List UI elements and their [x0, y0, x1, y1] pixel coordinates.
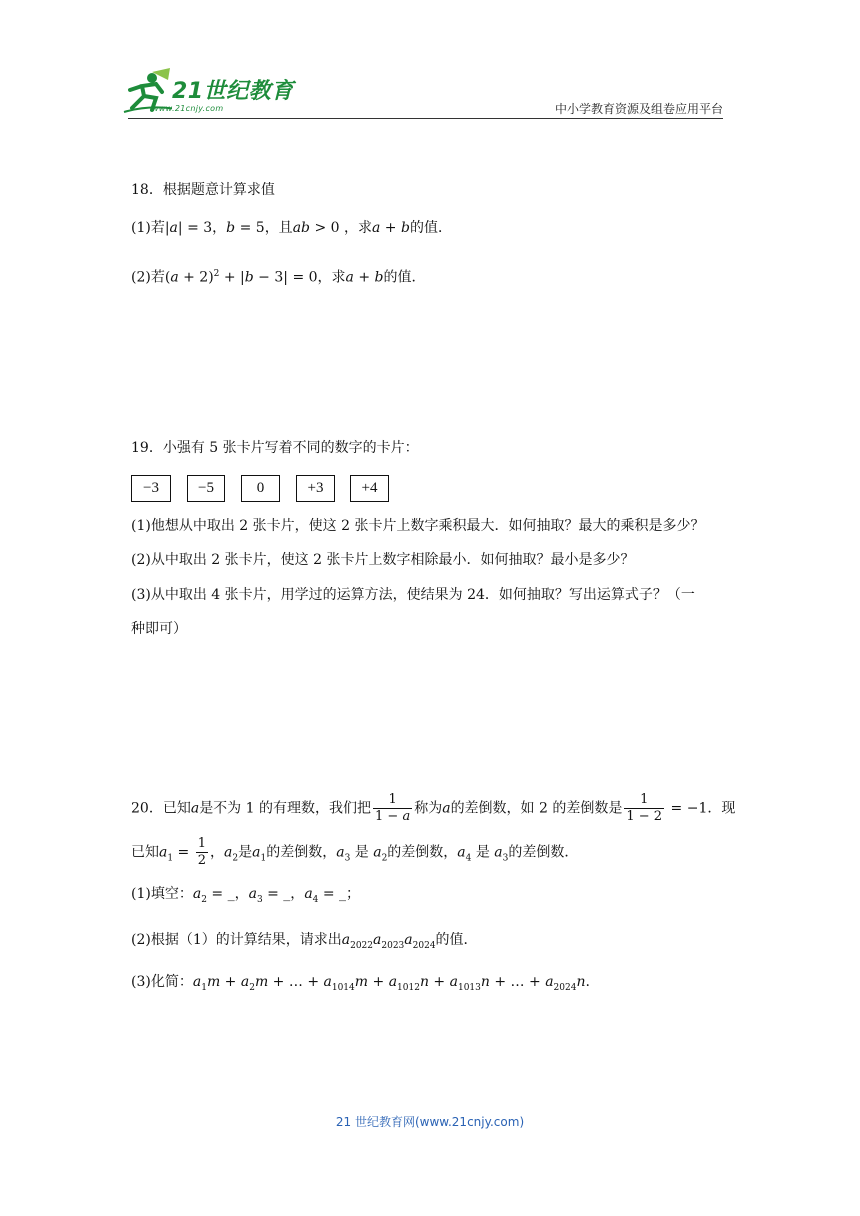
q18-part2: (2)若$(a + 2)^2 + |b - 3| = 0$，求a + b的值．	[131, 269, 426, 286]
q20-part3: (3)化简：$a_1m + a_2m$ + … + $a_{1014}m + a_{1012}n + a_{1013}n$ + … + $a_{2024}n$.	[131, 974, 590, 993]
q19-part3: (3)从中取出 4 张卡片，用学过的运算方法，使结果为 24．如何抽取？写出运算式子？（一	[131, 587, 695, 603]
q19-part2: (2)从中取出 2 张卡片，使这 2 张卡片上数字相除最小．如何抽取？最小是多少？	[131, 552, 635, 568]
q20-line1: 20．已知a是不为 1 的有理数，我们把 $\frac{1}{1 - a}$ 称为a的差倒数，如 2 的差倒数是 $\frac{1}{1 - 2}$ = −1．现	[131, 792, 736, 824]
site-logo	[122, 68, 302, 118]
q20-part2: (2)根据（1）的计算结果，请求出$a_{2022}a_{2023}a_{2024}$的值．	[131, 932, 478, 951]
number-card: −5	[187, 475, 225, 502]
number-card: 0	[241, 475, 280, 502]
q18-title: 18．根据题意计算求值	[131, 182, 275, 198]
q19-title: 19．小强有 5 张卡片写着不同的数字的卡片：	[131, 440, 419, 456]
q18-part1: (1)若|a| = 3，b = 5，且ab > 0 ，求a + b的值．	[131, 220, 452, 236]
number-card: +4	[350, 475, 389, 502]
q19-part1: (1)他想从中取出 2 张卡片，使这 2 张卡片上数字乘积最大．如何抽取？最大的乘积是多少？	[131, 518, 705, 534]
number-card: −3	[131, 475, 171, 502]
header-divider	[128, 118, 723, 119]
q20-part1: (1)填空：$a_2$ = _，$a_3$ = _，$a_4$ = _；	[131, 886, 361, 905]
platform-title: 中小学教育资源及组卷应用平台	[554, 102, 723, 116]
q19-part3-continued: 种即可）	[131, 621, 187, 637]
number-card: +3	[296, 475, 335, 502]
logo-url: www.21cnjy.com	[152, 104, 224, 113]
q20-line2: 已知$a_1$ = $\frac{1}{2}$ ，$a_2$是$a_1$的差倒数，$a_3$ 是 $a_2$的差倒数，$a_4$ 是 $a_3$的差倒数．	[131, 836, 579, 868]
footer-link[interactable]: 21 世纪教育网(www.21cnjy.com)	[335, 1115, 525, 1129]
logo-text: 21世纪教育	[172, 79, 294, 104]
